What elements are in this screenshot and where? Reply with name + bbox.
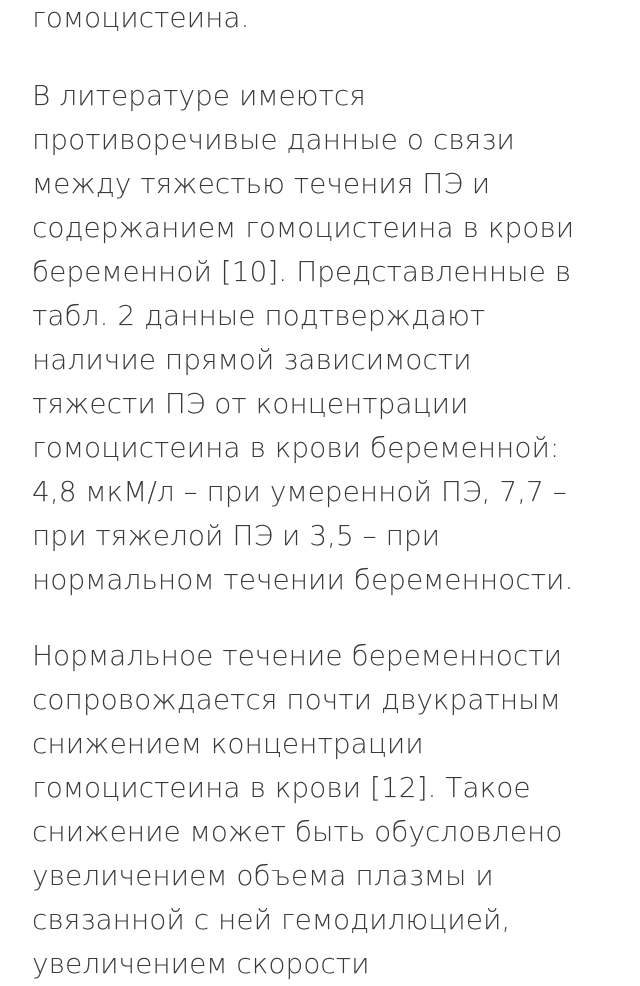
text-line: табл. 2 данные подтверждают — [32, 299, 486, 332]
text-line: при тяжелой ПЭ и 3,5 – при — [32, 519, 441, 552]
text-line: увеличением скорости — [32, 947, 370, 980]
text-line: беременной [10]. Представленные в — [32, 255, 572, 288]
text-line: гомоцистеина в крови беременной: — [32, 431, 560, 464]
text-line: Нормальное течение беременности — [32, 639, 563, 672]
text-line: между тяжестью течения ПЭ и — [32, 167, 491, 200]
text-line: содержанием гомоцистеина в крови — [32, 211, 575, 244]
text-line: 4,8 мкМ/л – при умеренной ПЭ, 7,7 – — [32, 475, 567, 508]
text-line: наличие прямой зависимости — [32, 343, 472, 376]
text-line: снижением концентрации — [32, 727, 424, 760]
text-line: гомоцистеина в крови [12]. Такое — [32, 771, 531, 804]
text-line: снижение может быть обусловлено — [32, 815, 563, 848]
text-line: нормальном течении беременности. — [32, 563, 574, 596]
text-line: тяжести ПЭ от концентрации — [32, 387, 469, 420]
text-line: В литературе имеются — [32, 79, 366, 112]
text-line: сопровождается почти двукратным — [32, 683, 561, 716]
text-line: противоречивые данные о связи — [32, 123, 515, 156]
text-line: увеличением объема плазмы и — [32, 859, 494, 892]
text-line: связанной с ней гемодилюцией, — [32, 903, 511, 936]
text-line: гомоцистеина. — [32, 1, 250, 34]
